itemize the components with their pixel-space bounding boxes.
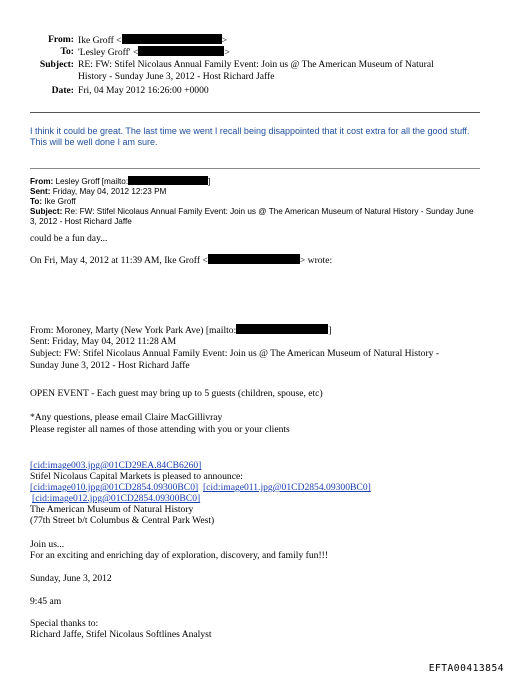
redaction-box: [208, 254, 300, 264]
date-label: Date:: [51, 85, 74, 96]
date-value: Fri, 04 May 2012 16:26:00 +0000: [78, 85, 209, 96]
image-link-3[interactable]: [cid:image011.jpg@01CD2854.09300BC0]: [202, 482, 371, 493]
image-link-2[interactable]: [cid:image010.jpg@01CD2854.09300BC0]: [30, 482, 199, 493]
museum-text: The American Museum of Natural History: [30, 504, 194, 515]
register-text: Please register all names of those attending with you or your clients: [30, 424, 290, 435]
questions-text: *Any questions, please email Claire MacGillivray: [30, 412, 223, 423]
ol-to-label: To:: [30, 197, 43, 206]
image-link-4[interactable]: [cid:image012.jpg@01CD2854.09300BC0]: [32, 493, 201, 504]
header-divider: [30, 112, 480, 113]
event-date: Sunday, June 3, 2012: [30, 573, 112, 584]
redaction-box: [128, 176, 211, 186]
from-tail: >: [221, 35, 228, 46]
header-date-row: [0, 85, 480, 99]
thanks-text: Special thanks to:: [30, 618, 99, 629]
fwd-subject-line-2: Sunday June 3, 2012 - Host Richard Jaffe: [30, 360, 190, 371]
header-subject-row-2: [0, 71, 480, 85]
from-label: From:: [48, 34, 74, 45]
ol-sent-label: Sent:: [30, 187, 51, 196]
from-value: Ike Groff <: [78, 35, 122, 46]
image-link-1[interactable]: [cid:image003.jpg@01CD29EA.84CB6260]: [30, 460, 202, 471]
subject-label: Subject:: [39, 59, 74, 70]
quote-divider: [30, 168, 480, 169]
ol-from-label: From:: [30, 177, 54, 186]
thanks-name: Richard Jaffe, Stifel Nicolaus Softlines Analyst: [30, 629, 212, 640]
reply-line-2: This will be well done I am sure.: [30, 137, 158, 147]
announce-text: Stifel Nicolaus Capital Markets is pleased to announce:: [30, 471, 243, 482]
event-time: 9:45 am: [30, 596, 62, 607]
redaction-box: [138, 46, 224, 56]
ol-from-value: Lesley Groff [mailto:: [55, 177, 129, 186]
header-to-row: [0, 46, 480, 60]
document-id: EFTA00413854: [428, 663, 504, 674]
ol-sent-value: Friday, May 04, 2012 12:23 PM: [52, 187, 167, 196]
reply-line-1: I think it could be great. The last time we went I recall being disappointed that it cost extra for all the good stuff.: [30, 126, 470, 136]
to-value: 'Lesley Groff' <: [78, 47, 139, 58]
fun-day-text: could be a fun day...: [30, 233, 108, 244]
ol-subject-label: Subject:: [30, 207, 63, 216]
open-event-text: OPEN EVENT - Each guest may bring up to 5 guests (children, spouse, etc): [30, 388, 323, 399]
ol-to-value: Ike Groff: [44, 197, 76, 206]
redaction-box: [236, 324, 328, 334]
fwd-subject-line-1: Subject: FW: Stifel Nicolaus Annual Family Event: Join us @ The American Museum of Natural History -: [30, 348, 440, 359]
ol-from-tail: ]: [208, 177, 211, 186]
join-text: Join us...: [30, 539, 65, 550]
to-label: To:: [60, 46, 74, 57]
redaction-box: [122, 34, 222, 44]
subject-line-1: RE: FW: Stifel Nicolaus Annual Family Event: Join us @ The American Museum of Natural: [78, 59, 434, 70]
ol-subject-line-1: Re: FW: Stifel Nicolaus Annual Family Event: Join us @ The American Museum of Natural History - Sunday June: [64, 207, 474, 216]
wrote-line: On Fri, May 4, 2012 at 11:39 AM, Ike Groff < > wrote:: [30, 255, 333, 266]
to-tail: >: [224, 47, 230, 58]
exciting-text: For an exciting and enriching day of exploration, discovery, and family fun!!!: [30, 550, 329, 561]
fwd-sent-line: Sent: Friday, May 04, 2012 11:28 AM: [30, 336, 177, 347]
ol-subject-line-2: 3, 2012 - Host Richard Jaffe: [30, 217, 132, 226]
subject-line-2: History - Sunday June 3, 2012 - Host Richard Jaffe: [78, 71, 275, 82]
street-text: (77th Street b/t Columbus & Central Park West): [30, 515, 215, 526]
fwd-from-line: From: Moroney, Marty (New York Park Ave) [mailto: ]: [30, 325, 332, 336]
